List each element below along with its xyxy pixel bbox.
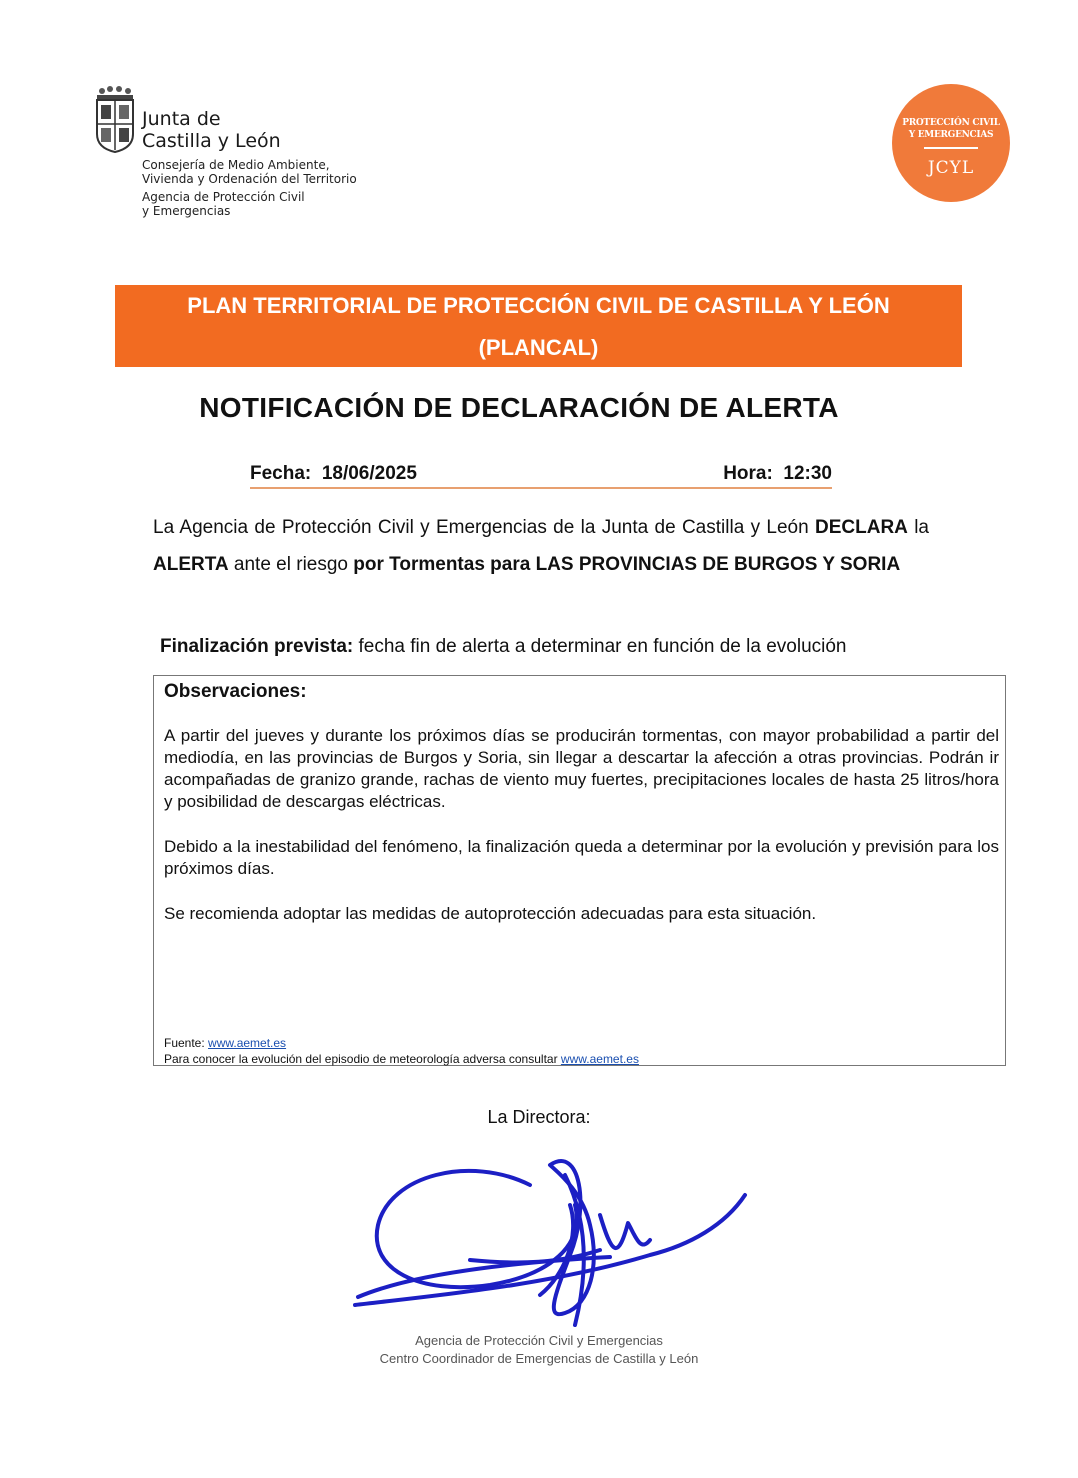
proteccion-civil-logo — [892, 84, 1010, 202]
observations-p1: A partir del jueves y durante los próximos días se producirán tormentas, con mayor probabilidad a partir del mediodía, en las provincias de Burgos y Soria, sin llegar a descartar la afección a otras provincias. Podrán ir acompañadas de granizo grande, rachas de viento muy fuertes, precipitaciones locales de hasta 25 litros/hora y posibilidad de descargas eléctricas. — [164, 726, 999, 811]
declaration-alerta: ALERTA — [153, 553, 229, 575]
badge-line1: PROTECCIÓN CIVIL — [902, 118, 1000, 128]
badge-line2: Y EMERGENCIAS — [908, 130, 994, 140]
time-field — [723, 463, 832, 485]
plan-banner — [115, 285, 962, 367]
declaration-ante: ante el riesgo — [228, 553, 354, 575]
time-value: 12:30 — [783, 463, 832, 484]
footer-agency: Agencia de Protección Civil y Emergencias — [415, 1333, 663, 1348]
org-sub3: Agencia de Protección Civil — [142, 190, 305, 204]
banner-line1: PLAN TERRITORIAL DE PROTECCIÓN CIVIL DE CASTILLA Y LEÓN — [187, 293, 890, 318]
consult-link[interactable]: www.aemet.es — [560, 1052, 639, 1066]
time-label: Hora: — [723, 463, 773, 484]
declaration-riesgo: por Tormentas para LAS PROVINCIAS DE BURGOS Y SORIA — [353, 553, 901, 575]
source-line — [164, 1036, 286, 1050]
org-name-line1: Junta de — [142, 108, 221, 130]
observations-p2: Debido a la inestabilidad del fenómeno, la finalización queda a determinar por la evolución y previsión para los próximos días. — [164, 837, 999, 878]
observations-p3: Se recomienda adoptar las medidas de autoprotección adecuadas para esta situación. — [164, 904, 817, 923]
footer-center: Centro Coordinador de Emergencias de Castilla y León — [379, 1351, 699, 1366]
date-value: 18/06/2025 — [321, 463, 417, 484]
expected-end-text: fecha fin de alerta a determinar en función de la evolución — [353, 636, 847, 657]
date-field — [250, 463, 417, 485]
consult-text: Para conocer la evolución del episodio de meteorología adversa consultar — [164, 1052, 561, 1066]
observations-box — [153, 675, 1006, 1066]
coat-of-arms-icon — [94, 86, 136, 156]
declaration-la: la — [907, 517, 929, 538]
expected-end — [160, 636, 847, 658]
badge-divider — [924, 147, 978, 149]
consult-line — [164, 1052, 639, 1066]
signatory-role: La Directora: — [487, 1107, 591, 1127]
declaration-intro: La Agencia de Protección Civil y Emergencias de la Junta de Castilla y León — [153, 517, 809, 538]
org-sub4: y Emergencias — [142, 204, 231, 218]
banner-line2: (PLANCAL) — [478, 335, 599, 360]
org-sub2: Vivienda y Ordenación del Territorio — [142, 172, 357, 186]
badge-line3: JCYL — [927, 158, 975, 178]
org-sub1: Consejería de Medio Ambiente, — [142, 158, 330, 172]
expected-end-label: Finalización prevista: — [160, 636, 354, 657]
source-link[interactable]: www.aemet.es — [208, 1036, 287, 1050]
declaration-declara: DECLARA — [815, 517, 908, 538]
document-title: NOTIFICACIÓN DE DECLARACIÓN DE ALERTA — [199, 392, 839, 423]
handwritten-signature — [350, 1145, 760, 1335]
date-label: Fecha: — [250, 463, 312, 484]
org-name-line2: Castilla y León — [142, 130, 281, 152]
declaration-paragraph — [153, 510, 929, 583]
junta-logo — [94, 86, 384, 226]
date-time-row — [250, 461, 832, 489]
source-label: Fuente: — [164, 1036, 209, 1050]
observations-title: Observaciones: — [164, 681, 307, 702]
